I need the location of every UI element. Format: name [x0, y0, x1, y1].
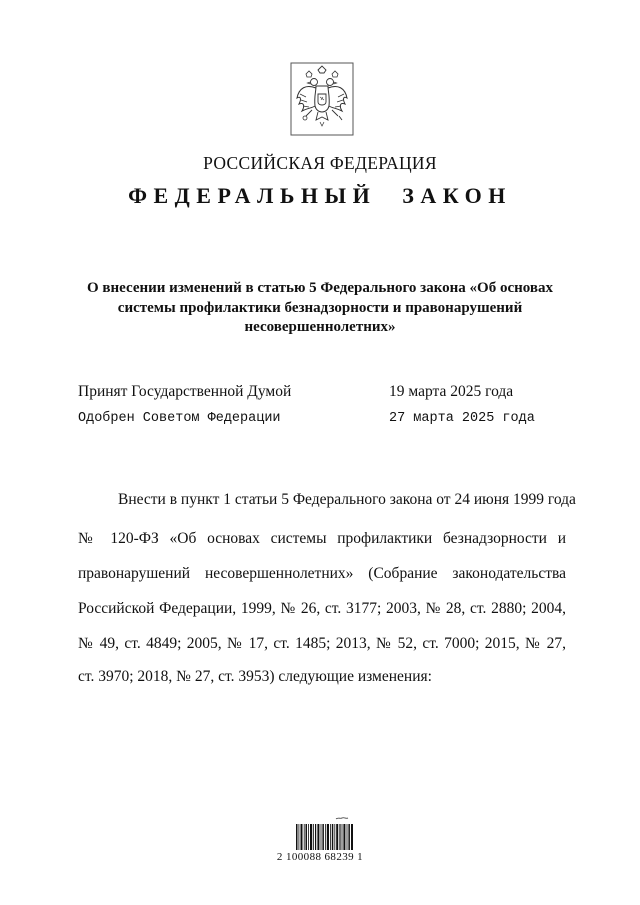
body-text-line: № 49, ст. 4849; 2005, № 17, ст. 1485; 2013, № 52, ст. 7000; 2015, № 27, [78, 635, 566, 652]
body-text-line: Внести в пункт 1 статьи 5 Федерального закона от 24 июня 1999 года [118, 491, 576, 508]
body-text-line: № 120-ФЗ «Об основах системы профилактики безнадзорности и [78, 530, 566, 547]
body-text-line: ст. 3970; 2018, № 27, ст. 3953) следующие изменения: [78, 668, 432, 685]
barcode [294, 816, 356, 856]
body-text-line: Российской Федерации, 1999, № 26, ст. 3177; 2003, № 28, ст. 2880; 2004, [78, 600, 566, 617]
council-approval-label: Одобрен Советом Федерации [78, 411, 281, 426]
law-title [70, 279, 570, 338]
law-title-line: системы профилактики безнадзорности и правонарушений [117, 299, 523, 316]
document-type-heading: ФЕДЕРАЛЬНЫЙ ЗАКОН [128, 183, 512, 208]
coat-of-arms-emblem [290, 62, 354, 136]
law-title-line: несовершеннолетних» [244, 319, 396, 335]
law-title-line: О внесении изменений в статью 5 Федерального закона «Об основах [87, 280, 553, 296]
council-approval-date: 27 марта 2025 года [389, 411, 535, 426]
duma-adoption-date: 19 марта 2025 года [389, 383, 514, 400]
country-heading: РОССИЙСКАЯ ФЕДЕРАЦИЯ [203, 153, 437, 173]
barcode-number: 2 100088 68239 1 [276, 851, 364, 863]
duma-adoption-label: Принят Государственной Думой [78, 383, 292, 400]
body-text-line: правонарушений несовершеннолетних» (Собрание законодательства [78, 565, 566, 582]
